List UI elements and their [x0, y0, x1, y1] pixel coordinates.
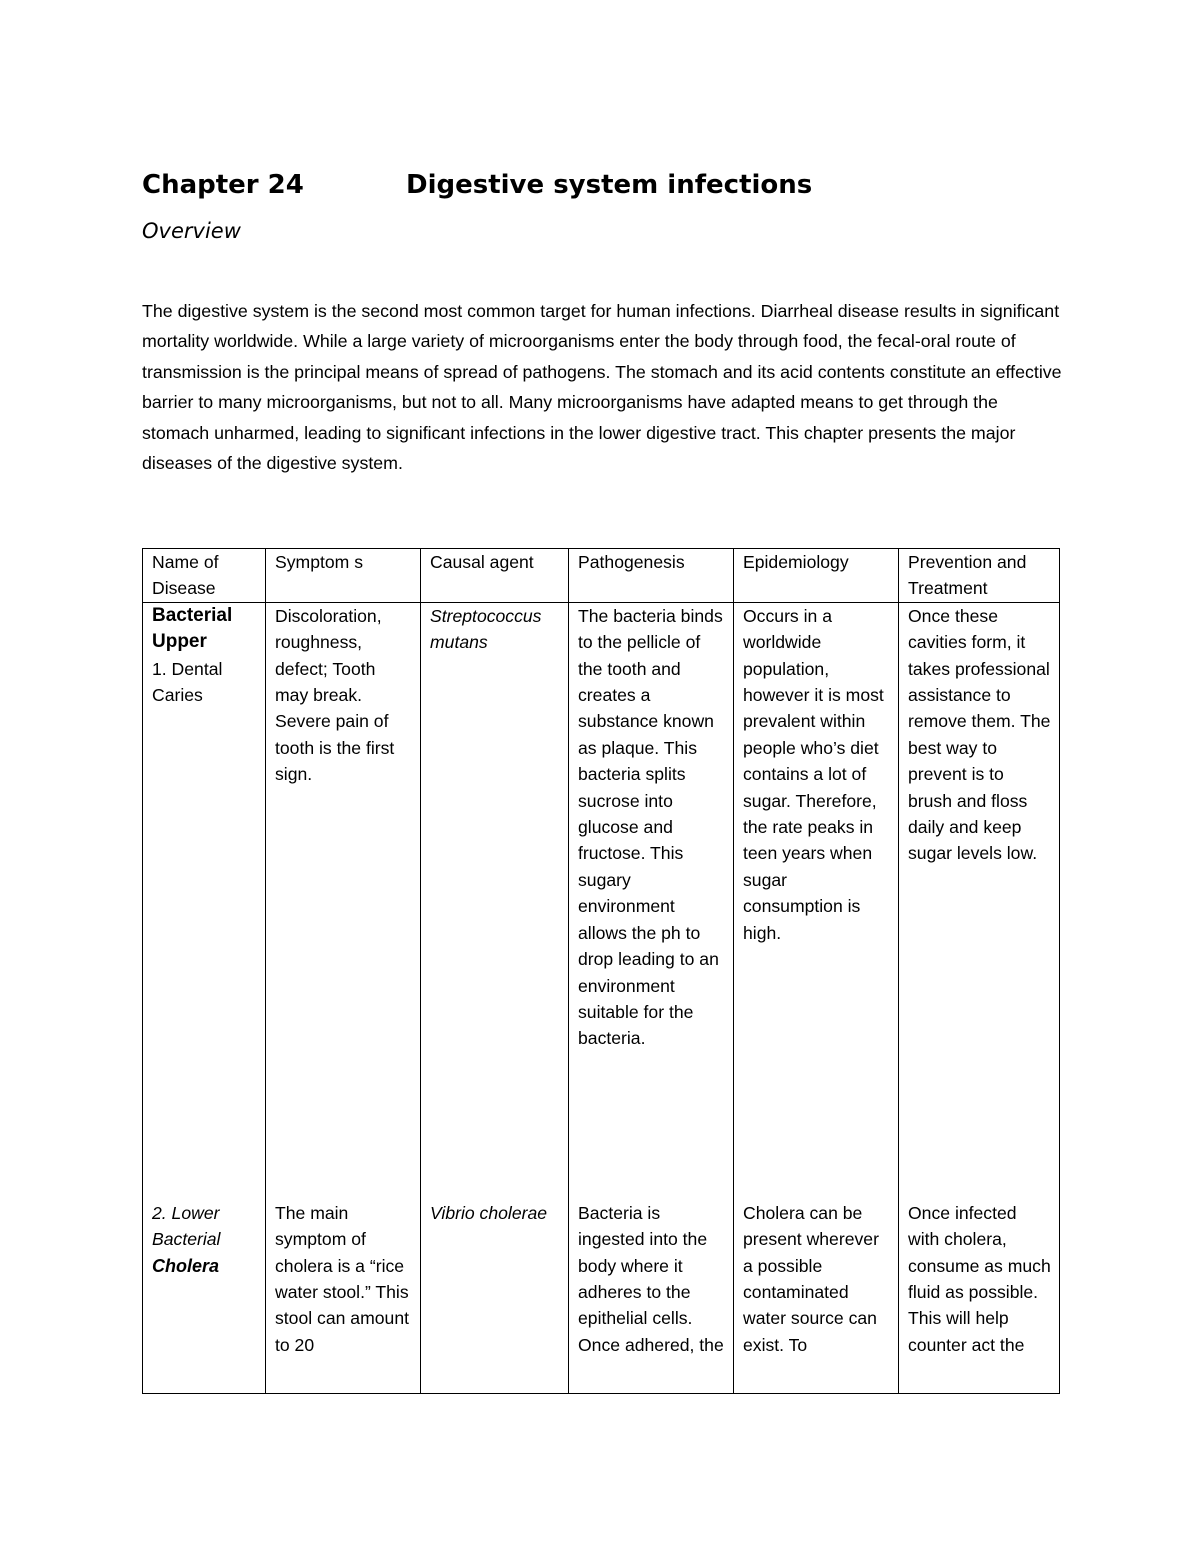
epidemiology-cell: Cholera can be present wherever a possible contaminated water source can exist. To [734, 1200, 899, 1394]
column-header-pathogenesis: Pathogenesis [569, 549, 734, 603]
column-header-prevention: Prevention and Treatment [899, 549, 1060, 603]
intro-paragraph: The digestive system is the second most common target for human infections. Diarrheal disease results in significant mortality worldwide. While a large variety of microorganisms enter the body through food, the fecal-oral route of transmission is the principal means of spread of pathogens. The stomach and its acid contents constitute an effective barrier to many microorganisms, but not to all. Many microorganisms have adapted means to get through the stomach unharmed, leading to significant infections in the lower digestive tract. This chapter presents the major diseases of the digestive system. [142, 301, 1062, 474]
column-header-epidemiology: Epidemiology [734, 549, 899, 603]
column-header-symptoms: Symptom s [266, 549, 421, 603]
disease-category: Bacterial Upper [152, 604, 233, 653]
chapter-title: Digestive system infections [406, 170, 813, 200]
causal-agent-cell: Streptococcus mutans [421, 602, 569, 1200]
disease-name: Cholera [152, 1255, 220, 1276]
disease-name: 1. Dental Caries [152, 658, 223, 706]
prevention-cell: Once these cavities form, it takes professional assistance to remove them. The best way to prevent is to brush and floss daily and keep sugar levels low. [899, 602, 1060, 1200]
epidemiology-cell: Occurs in a worldwide population, however it is most prevalent within people who’s diet contains a lot of sugar. Therefore, the rate peaks in teen years when sugar consumption is high. [734, 602, 899, 1200]
disease-table [142, 548, 1060, 1394]
table-header-row [143, 549, 1060, 603]
chapter-number: Chapter 24 [142, 170, 304, 200]
table-row [143, 602, 1060, 1200]
pathogenesis-cell: The bacteria binds to the pellicle of the tooth and creates a substance known as plaque. This bacteria splits sucrose into glucose and fructose. This sugary environment allows the ph to drop leading to an environment suitable for the bacteria. [569, 602, 734, 1200]
symptoms-cell: The main symptom of cholera is a “rice water stool.” This stool can amount to 20 [266, 1200, 421, 1394]
symptoms-cell: Discoloration, roughness, defect; Tooth may break. Severe pain of tooth is the first sign. [266, 602, 421, 1200]
disease-name-cell [143, 1200, 266, 1394]
disease-category: 2. Lower Bacterial [152, 1202, 221, 1250]
disease-name-cell [143, 602, 266, 1200]
column-header-causal-agent: Causal agent [421, 549, 569, 603]
causal-agent-cell: Vibrio cholerae [421, 1200, 569, 1394]
column-header-name: Name of Disease [143, 549, 266, 603]
pathogenesis-cell: Bacteria is ingested into the body where it adheres to the epithelial cells. Once adhered, the [569, 1200, 734, 1394]
section-heading-overview: Overview [142, 219, 241, 243]
table-row [143, 1200, 1060, 1394]
chapter-heading [142, 170, 1062, 210]
prevention-cell: Once infected with cholera, consume as much fluid as possible. This will help counter act the [899, 1200, 1060, 1394]
